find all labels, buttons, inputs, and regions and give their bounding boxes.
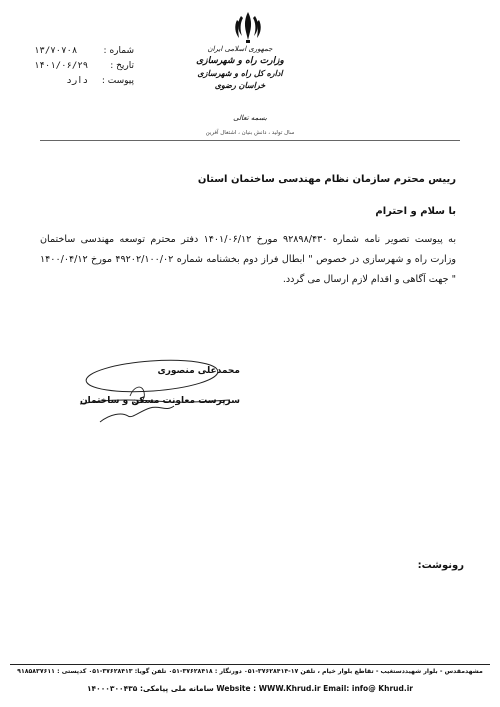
- meta-number-label: شماره :: [103, 46, 134, 56]
- footer-divider: [10, 664, 490, 665]
- meta-attachment-label: پیوست :: [101, 76, 134, 86]
- cc-label: رونوشت:: [417, 560, 464, 571]
- meta-attachment-row: [34, 74, 134, 89]
- meta-date-label: تاریخ :: [110, 61, 134, 71]
- footer-address: مشهدمقدس - بلوار شهیددستغیب - تقاطع بلوار خیام ، تلفن ۱۷-۳۷۶۲۸۴۱۴-۰۵۱ دورنگار : ۳۷۶۲۸۴۱۸-۰۵۱ تلفن گویا: ۳۷۶۲۸۴۱۳-۰۵۱ کدپستی : ۹۱۸۵۸۳۷۶۱۱: [17, 668, 483, 675]
- ministry-title: [185, 43, 295, 91]
- meta-date-value: ۱۴۰۱/۰۶/۲۹: [34, 61, 89, 71]
- meta-attachment-value: دارد: [66, 76, 88, 86]
- header-divider: [40, 140, 460, 141]
- ministry-department: اداره کل راه و شهرسازی خراسان رضوی: [197, 68, 283, 90]
- meta-number-value: ۱۳/۷۰۷۰۸: [34, 46, 78, 56]
- year-slogan: سال تولید ، دانش بنیان ، اشتغال آفرین: [205, 130, 295, 136]
- letter-greeting: با سلام و احترام: [375, 206, 456, 217]
- signatory-title: سرپرست معاونت مسکن و ساختمان: [79, 396, 240, 406]
- iran-emblem-icon: [232, 10, 264, 44]
- signature-block: [70, 356, 240, 426]
- footer-contact: Website : WWW.Khrud.ir Email: info@ Khrud.ir سامانه ملی پیامکی: ۱۴۰۰۰۳۰۰۴۳۵: [86, 684, 413, 693]
- signatory-name: محمدعلی منصوری: [157, 366, 240, 376]
- letter-body-paragraph: به پیوست تصویر نامه شماره ۹۲۸۹۸/۴۳۰ مورخ ۱۴۰۱/۰۶/۱۲ دفتر محترم توسعه مهندسی ساختمان وزارت راه و شهرسازی در خصوص " ابطال فراز دوم بخشنامه شماره ۴۹۲۰۲/۱۰۰/۰۲ مورخ ۱۴۰۰/۰۴/۱۲ " جهت آگاهی و اقدام لازم ارسال می گردد.: [40, 234, 456, 285]
- ministry-country: جمهوری اسلامی ایران: [207, 45, 273, 53]
- meta-date-row: [34, 59, 134, 74]
- ministry-name: وزارت راه و شهرسازی: [196, 56, 284, 66]
- bismillah: بسمه تعالی: [233, 114, 267, 122]
- letter-recipient: رییس محترم سازمان نظام مهندسی ساختمان استان: [197, 174, 456, 185]
- letter-meta: [34, 44, 134, 89]
- meta-number-row: [34, 44, 134, 59]
